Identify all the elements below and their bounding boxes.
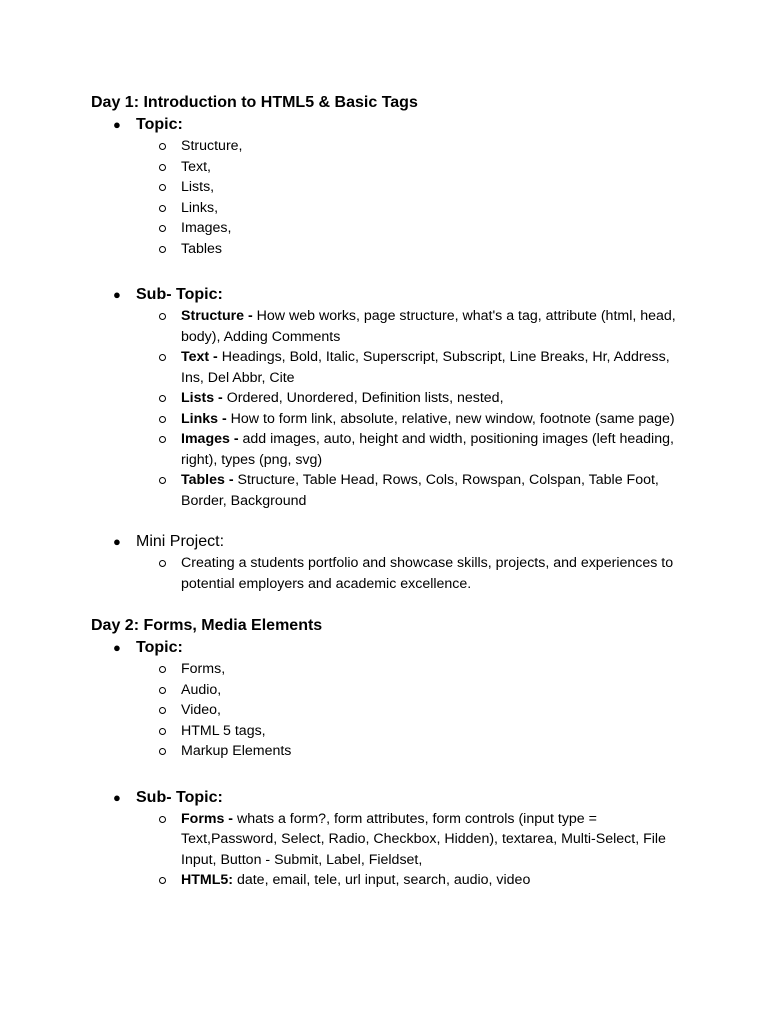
day2-topic-section: [91, 637, 691, 762]
day2-subtopic-heading: [113, 787, 691, 809]
hollow-bullet-icon: [159, 748, 166, 755]
list-item: Forms - whats a form?, form attributes, form controls (input type = Text,Password, Select, Radio, Checkbox, Hidden), textarea, Multi-Select, File Input, Button - Submit, Label, Fieldset,: [181, 809, 691, 871]
hollow-bullet-icon: [159, 395, 166, 402]
day1-subtopic-list: [136, 306, 691, 511]
day2-topic-label: Topic:: [136, 639, 183, 656]
day1-topic-list: [136, 136, 691, 259]
hollow-bullet-icon: [159, 728, 166, 735]
hollow-bullet-icon: [159, 143, 166, 150]
list-item: Audio,: [181, 680, 691, 701]
list-item: Tables: [181, 239, 691, 260]
list-item: Images,: [181, 218, 691, 239]
hollow-bullet-icon: [159, 560, 166, 567]
list-item: Text,: [181, 157, 691, 178]
day2-subtopic-label: Sub- Topic:: [136, 788, 223, 806]
filled-bullet-icon: ●: [113, 534, 121, 549]
hollow-bullet-icon: [159, 666, 166, 673]
hollow-bullet-icon: [159, 354, 166, 361]
day1-topic-section: [91, 114, 691, 259]
list-item: Video,: [181, 700, 691, 721]
list-item: Forms,: [181, 659, 691, 680]
filled-bullet-icon: ●: [113, 117, 121, 132]
hollow-bullet-icon: [159, 436, 166, 443]
hollow-bullet-icon: [159, 687, 166, 694]
day1-subtopic-section: [91, 284, 691, 511]
list-item: Structure,: [181, 136, 691, 157]
hollow-bullet-icon: [159, 816, 166, 823]
hollow-bullet-icon: [159, 164, 166, 171]
list-item: Structure - How web works, page structure, what's a tag, attribute (html, head, body), Adding Comments: [181, 306, 691, 347]
list-item: Creating a students portfolio and showcase skills, projects, and experiences to potential employers and academic excellence.: [181, 553, 691, 594]
filled-bullet-icon: ●: [113, 287, 121, 302]
day1-mini-project-list: [136, 553, 691, 594]
list-item: HTML 5 tags,: [181, 721, 691, 742]
hollow-bullet-icon: [159, 477, 166, 484]
hollow-bullet-icon: [159, 313, 166, 320]
list-item: HTML5: date, email, tele, url input, search, audio, video: [181, 870, 691, 891]
day1-subtopic-heading: [113, 284, 691, 306]
list-item: Links - How to form link, absolute, relative, new window, footnote (same page): [181, 409, 691, 430]
list-item: Lists,: [181, 177, 691, 198]
list-item: Markup Elements: [181, 741, 691, 762]
list-item: Images - add images, auto, height and width, positioning images (left heading, right), types (png, svg): [181, 429, 691, 470]
hollow-bullet-icon: [159, 225, 166, 232]
hollow-bullet-icon: [159, 246, 166, 253]
day1-mini-project-label: Mini Project:: [136, 533, 225, 550]
day1-topic-label: Topic:: [136, 116, 183, 133]
day1-topic-heading: [113, 114, 691, 136]
day2-subtopic-section: [91, 787, 691, 891]
day2-heading: Day 2: Forms, Media Elements: [91, 617, 323, 634]
list-item: Links,: [181, 198, 691, 219]
day2-subtopic-list: [136, 809, 691, 891]
day1-subtopic-label: Sub- Topic:: [136, 286, 223, 303]
filled-bullet-icon: ●: [113, 789, 121, 805]
day1-heading: Day 1: Introduction to HTML5 & Basic Tags: [91, 94, 418, 111]
day2-topic-list: [136, 659, 691, 762]
day2-topic-heading: [113, 637, 691, 659]
hollow-bullet-icon: [159, 205, 166, 212]
filled-bullet-icon: ●: [113, 640, 121, 655]
list-item: Text - Headings, Bold, Italic, Superscript, Subscript, Line Breaks, Hr, Address, Ins, Del Abbr, Cite: [181, 347, 691, 388]
day1-mini-project-heading: [113, 531, 691, 553]
list-item: Tables - Structure, Table Head, Rows, Cols, Rowspan, Colspan, Table Foot, Border, Background: [181, 470, 691, 511]
day1-mini-project-section: [91, 531, 691, 594]
hollow-bullet-icon: [159, 707, 166, 714]
document-page: [91, 92, 691, 891]
hollow-bullet-icon: [159, 416, 166, 423]
hollow-bullet-icon: [159, 184, 166, 191]
list-item: Lists - Ordered, Unordered, Definition lists, nested,: [181, 388, 691, 409]
hollow-bullet-icon: [159, 877, 166, 884]
